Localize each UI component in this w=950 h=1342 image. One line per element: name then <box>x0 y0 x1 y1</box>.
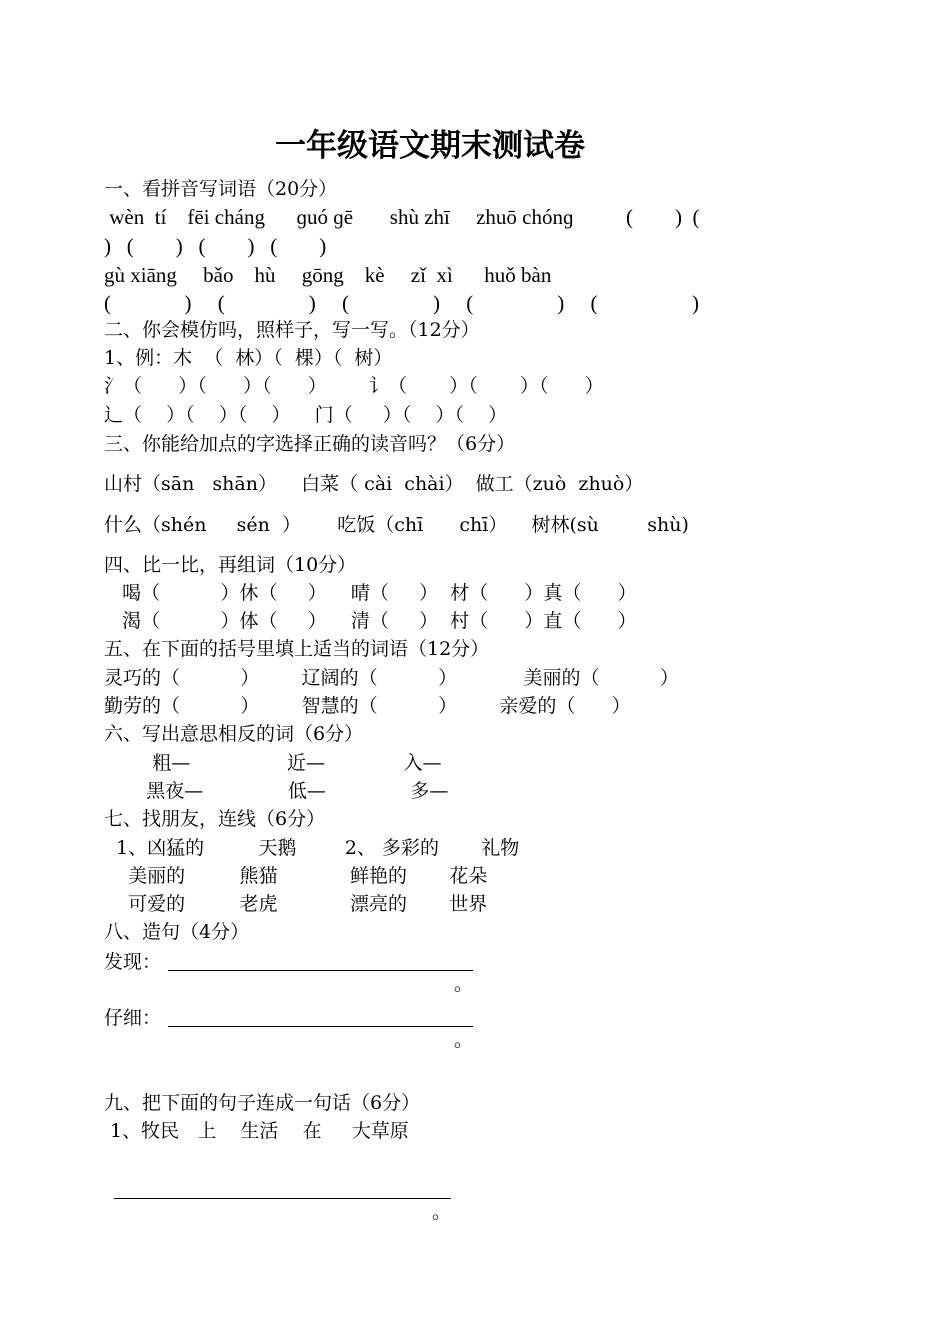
section-3-row-2: 什么（shén sén ） 吃饭（chī chī） 树林(sù shù) <box>104 514 689 536</box>
section-2-example: 1、例：木 （ 林）（ 棵）（ 树） <box>104 347 393 369</box>
sentence-period-2: 。 <box>453 1029 473 1051</box>
section-7-heading: 七、找朋友，连线（6分） <box>104 808 326 830</box>
section-5-row-2: 勤劳的（ ） 智慧的（ ） 亲爱的（ ） <box>104 695 631 717</box>
section-9-row-1: 1、牧民 上 生活 在 大草原 <box>104 1120 409 1142</box>
section-3-row-1: 山村（sān shān） 白菜（ cài chài） 做工（zuò zhuò） <box>104 473 644 495</box>
section-6-row-1: 粗— 近— 入— <box>104 752 442 774</box>
sentence-answer-line-1[interactable] <box>168 948 473 995</box>
section-4-row-2: 渴（ ）体（ ） 清（ ） 村（ ）直（ ） <box>104 610 637 632</box>
section-1-bracket-row-2: ( ) ( ) ( ) ( ) ( ) <box>104 291 699 315</box>
sentence-answer-line-2[interactable] <box>168 1004 473 1051</box>
section-1-pinyin-row-2: gù xiāng bǎo hù gōng kè zǐ xì huǒ bàn <box>104 263 552 287</box>
section-4-row-1: 喝（ ）休（ ） 晴（ ） 材（ ）真（ ） <box>104 582 637 604</box>
section-2-row-1: 氵（ ）（ ）（ ） 讠（ ）（ ）（ ） <box>104 375 604 397</box>
section-4-heading: 四、比一比，再组词（10分） <box>104 554 357 576</box>
section-9-heading: 九、把下面的句子连成一句话（6分） <box>104 1092 421 1114</box>
section-3-heading: 三、你能给加点的字选择正确的读音吗？（6分） <box>104 433 516 455</box>
section-8-heading: 八、造句（4分） <box>104 921 250 943</box>
section-6-row-2: 黑夜— 低— 多— <box>104 780 449 802</box>
combine-period: 。 <box>431 1201 451 1223</box>
section-7-row-1: 1、凶猛的 天鹅 2、 多彩的 礼物 <box>104 837 520 859</box>
page-title: 一年级语文期末测试卷 <box>275 128 585 164</box>
section-6-heading: 六、写出意思相反的词（6分） <box>104 723 364 745</box>
section-2-row-2: 辶（ ）（ ）（ ） 门（ ）（ ）（ ） <box>104 404 508 426</box>
section-2-heading: 二、你会模仿吗，照样子，写一写。（12分） <box>104 319 480 341</box>
sentence-label-2: 仔细： <box>104 1007 162 1029</box>
section-1-bracket-row-1: ) ( ) ( ) ( ) <box>104 234 327 258</box>
sentence-label-1: 发现： <box>104 951 162 973</box>
section-1-pinyin-row-1: wèn tí fēi cháng ɡuó ɡē shù zhī zhuō chónɡ ( ) ( <box>104 205 700 229</box>
sentence-period-1: 。 <box>453 973 473 995</box>
section-1-heading: 一、看拼音写词语（20分） <box>104 178 338 200</box>
section-7-row-2: 美丽的 熊猫 鲜艳的 花朵 <box>104 865 488 887</box>
section-5-heading: 五、在下面的括号里填上适当的词语（12分） <box>104 638 490 660</box>
combine-answer-line[interactable] <box>114 1176 451 1223</box>
section-5-row-1: 灵巧的（ ） 辽阔的（ ） 美丽的（ ） <box>104 667 679 689</box>
section-7-row-3: 可爱的 老虎 漂亮的 世界 <box>104 893 488 915</box>
